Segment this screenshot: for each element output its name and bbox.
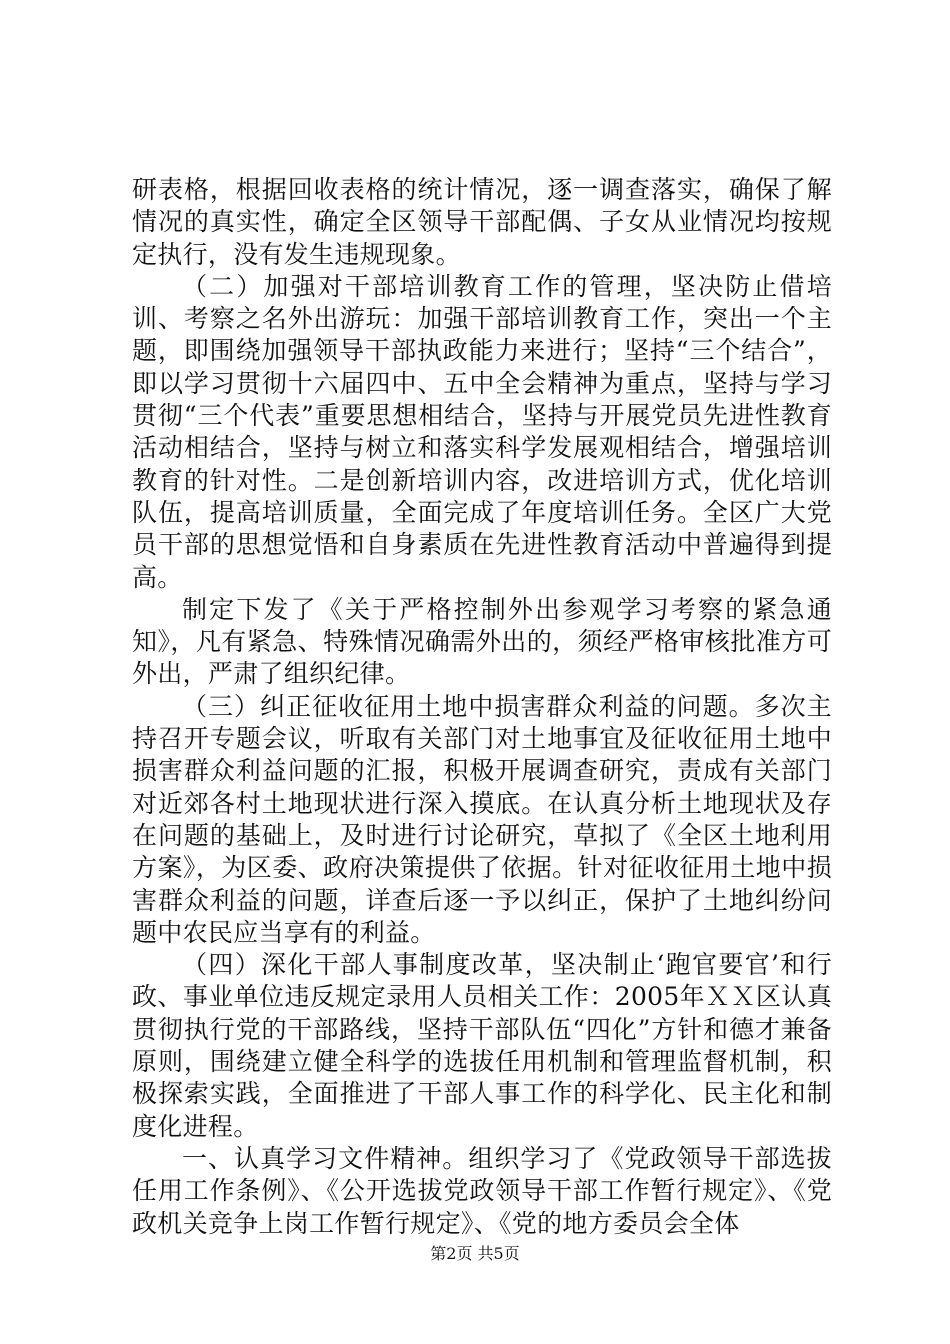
paragraph-section-2: （二）加强对干部培训教育工作的管理，坚决防止借培训、考察之名外出游玩：加强干部培训教育工作，突出一个主题，即围绕加强领导干部执政能力来进行；坚持“三个结合”，即以学习贯彻十六届四中、五中全会精神为重点，坚持与学习贯彻“三个代表”重要思想相结合，坚持与开展党员先进性教育活动相结合，坚持与树立和落实科学发展观相结合，增强培训教育的针对性。二是创新培训内容，改进培训方式，优化培训队伍，提高培训质量，全面完成了年度培训任务。全区广大党员干部的思想觉悟和自身素质在先进性教育活动中普遍得到提高。 <box>132 271 832 592</box>
paragraph-point-1: 一、认真学习文件精神。组织学习了《党政领导干部选拔任用工作条例》、《公开选拔党政领导干部工作暂行规定》、《党政机关竞争上岗工作暂行规定》、《党的地方委员会全体 <box>132 1143 832 1238</box>
paragraph-continuation: 研表格，根据回收表格的统计情况，逐一调查落实，确保了解情况的真实性，确定全区领导干部配偶、子女从业情况均按规定执行，没有发生违规现象。 <box>132 175 832 269</box>
paragraph-section-4: （四）深化干部人事制度改革，坚决制止‘跑官要官’和行政、事业单位违反规定录用人员相关工作：2005年ＸＸ区认真贯彻执行党的干部路线，坚持干部队伍“四化”方针和德才兼备原则，围绕建立健全科学的选拔任用机制和管理监督机制，积极探索实践，全面推进了干部人事工作的科学化、民主化和制度化进程。 <box>132 950 832 1141</box>
paragraph-notice: 制定下发了《关于严格控制外出参观学习考察的紧急通知》，凡有紧急、特殊情况确需外出的，须经严格审核批准方可外出，严肃了组织纪律。 <box>132 594 832 689</box>
paragraph-section-3: （三）纠正征收征用土地中损害群众利益的问题。多次主持召开专题会议，听取有关部门对土地事宜及征收征用土地中损害群众利益问题的汇报，积极开展调查研究，责成有关部门对近郊各村土地现状进行深入摸底。在认真分析土地现状及存在问题的基础上，及时进行讨论研究，草拟了《全区土地利用方案》，为区委、政府决策提供了依据。针对征收征用土地中损害群众利益的问题，详查后逐一予以纠正，保护了土地纠纷问题中农民应当享有的利益。 <box>132 691 832 947</box>
document-body <box>132 174 832 1240</box>
page-number-footer: 第2页 共5页 <box>430 1244 520 1263</box>
